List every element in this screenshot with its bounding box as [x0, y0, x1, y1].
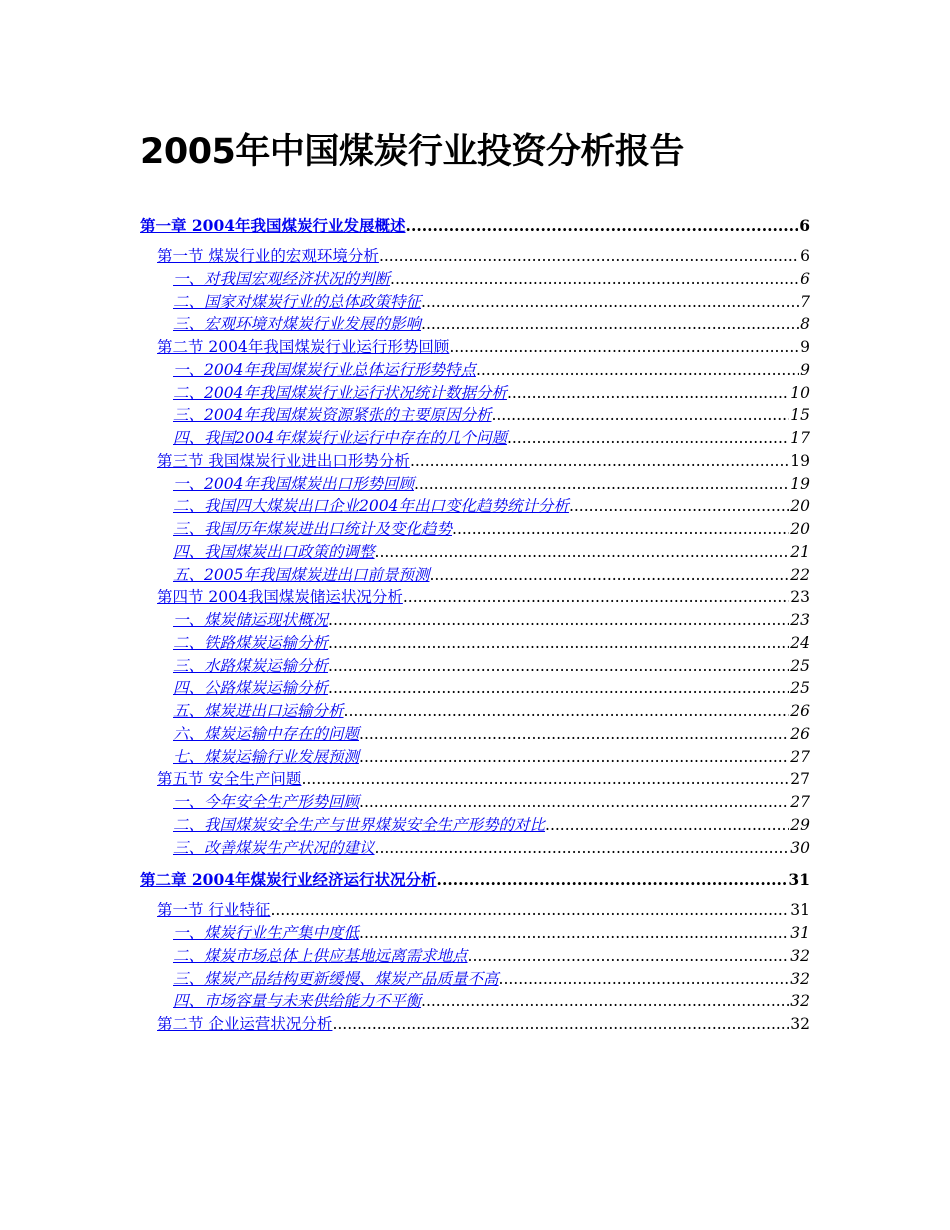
toc-entry-item[interactable] — [140, 541, 810, 564]
toc-entry-item[interactable] — [140, 655, 810, 678]
toc-leader-dots — [375, 837, 790, 860]
toc-page-number: 32 — [790, 969, 810, 988]
toc-entry-item[interactable] — [140, 700, 810, 723]
toc-link[interactable]: 第四节 2004我国煤炭储运状况分析 — [157, 588, 403, 607]
toc-link[interactable]: 第二节 2004年我国煤炭行业运行形势回顾 — [157, 338, 450, 356]
toc-link[interactable]: 一、煤炭行业生产集中度低 — [173, 924, 360, 942]
toc-link[interactable]: 三、宏观环境对煤炭行业发展的影响 — [173, 315, 422, 334]
toc-leader-dots — [421, 291, 799, 314]
toc-link[interactable]: 三、改善煤炭生产状况的建议 — [173, 838, 375, 857]
toc-entry-item[interactable] — [140, 359, 810, 382]
table-of-contents — [140, 214, 810, 1036]
toc-leader-dots — [375, 541, 790, 564]
toc-leader-dots — [437, 868, 788, 892]
toc-leader-dots — [569, 495, 789, 518]
toc-link[interactable]: 第一节 行业特征 — [157, 901, 271, 920]
toc-entry-item[interactable] — [140, 382, 810, 405]
toc-page-number: 17 — [790, 429, 810, 447]
toc-page-number: 24 — [790, 633, 810, 652]
toc-link[interactable]: 第三节 我国煤炭行业进出口形势分析 — [157, 451, 410, 470]
toc-entry-item[interactable] — [140, 837, 810, 860]
toc-entry-section[interactable] — [140, 586, 810, 609]
toc-page-number: 32 — [790, 992, 810, 1011]
toc-page-number: 32 — [790, 1015, 810, 1033]
toc-page-number: 10 — [790, 383, 810, 402]
toc-entry-item[interactable] — [140, 791, 810, 814]
toc-link[interactable]: 一、对我国宏观经济状况的判断 — [173, 269, 391, 288]
toc-link[interactable]: 五、2005年我国煤炭进出口前景预测 — [173, 565, 430, 584]
toc-link[interactable]: 二、国家对煤炭行业的总体政策特征 — [173, 292, 422, 311]
toc-leader-dots — [390, 268, 799, 291]
toc-entry-item[interactable] — [140, 291, 810, 314]
toc-link[interactable]: 四、我国2004年煤炭行业运行中存在的几个问题 — [173, 429, 507, 447]
toc-page-number: 32 — [790, 946, 810, 965]
toc-link[interactable]: 七、煤炭运输行业发展预测 — [173, 747, 360, 766]
toc-page-number: 27 — [790, 793, 810, 811]
toc-leader-dots — [301, 768, 789, 791]
toc-link[interactable]: 四、我国煤炭出口政策的调整 — [173, 542, 375, 561]
toc-leader-dots — [403, 586, 789, 609]
toc-leader-dots — [476, 359, 799, 382]
toc-leader-dots — [328, 655, 789, 678]
toc-page-number: 6 — [800, 269, 810, 288]
toc-link[interactable]: 四、市场容量与未来供给能力不平衡 — [173, 992, 422, 1011]
toc-entry-chapter[interactable] — [140, 214, 810, 238]
toc-entry-item[interactable] — [140, 404, 810, 427]
toc-page-number: 27 — [790, 770, 810, 789]
toc-entry-section[interactable] — [140, 1013, 810, 1036]
toc-entry-section[interactable] — [140, 336, 810, 359]
toc-link[interactable]: 三、水路煤炭运输分析 — [173, 656, 329, 675]
toc-page-number: 20 — [790, 520, 810, 538]
toc-link[interactable]: 一、今年安全生产形势回顾 — [173, 793, 360, 811]
toc-leader-dots — [359, 746, 789, 769]
toc-leader-dots — [449, 336, 799, 359]
toc-link[interactable]: 五、煤炭进出口运输分析 — [173, 702, 344, 720]
toc-leader-dots — [507, 382, 789, 405]
toc-link[interactable]: 第二节 企业运营状况分析 — [157, 1015, 333, 1033]
toc-page-number: 31 — [790, 924, 810, 942]
toc-entry-section[interactable] — [140, 245, 810, 268]
toc-entry-item[interactable] — [140, 922, 810, 945]
toc-page-number: 25 — [790, 656, 810, 675]
toc-entry-item[interactable] — [140, 518, 810, 541]
toc-leader-dots — [491, 404, 789, 427]
toc-leader-dots — [406, 214, 799, 238]
toc-page-number: 19 — [790, 451, 810, 470]
toc-link[interactable]: 二、我国四大煤炭出口企业2004年出口变化趋势统计分析 — [173, 497, 569, 516]
toc-leader-dots — [359, 723, 789, 746]
toc-link[interactable]: 四、公路煤炭运输分析 — [173, 679, 329, 698]
toc-leader-dots — [421, 990, 789, 1013]
toc-page-number: 8 — [800, 315, 810, 334]
toc-entry-item[interactable] — [140, 495, 810, 518]
toc-page-number: 9 — [800, 360, 810, 379]
toc-entry-item[interactable] — [140, 427, 810, 450]
toc-link[interactable]: 第五节 安全生产问题 — [157, 770, 302, 789]
toc-page-number: 25 — [790, 679, 810, 698]
toc-entry-section[interactable] — [140, 899, 810, 922]
toc-leader-dots — [344, 700, 790, 723]
toc-leader-dots — [468, 945, 790, 968]
toc-entry-item[interactable] — [140, 990, 810, 1013]
toc-page-number: 9 — [800, 338, 810, 356]
toc-link[interactable]: 三、2004年我国煤炭资源紧张的主要原因分析 — [173, 406, 492, 425]
toc-leader-dots — [379, 245, 799, 268]
toc-entry-item[interactable] — [140, 564, 810, 587]
toc-leader-dots — [328, 677, 789, 700]
toc-link[interactable]: 三、煤炭产品结构更新缓慢、煤炭产品质量不高 — [173, 969, 499, 988]
toc-entry-item[interactable] — [140, 723, 810, 746]
toc-leader-dots — [421, 313, 799, 336]
toc-entry-item[interactable] — [140, 473, 810, 496]
toc-page-number: 23 — [790, 588, 810, 607]
toc-link[interactable]: 二、煤炭市场总体上供应基地远离需求地点 — [173, 946, 468, 965]
toc-entry-item[interactable] — [140, 814, 810, 837]
toc-page-number: 7 — [800, 292, 810, 311]
toc-page-number: 26 — [790, 702, 810, 720]
toc-leader-dots — [359, 791, 789, 814]
toc-entry-item[interactable] — [140, 632, 810, 655]
toc-link[interactable]: 一、2004年我国煤炭行业总体运行形势特点 — [173, 360, 476, 379]
toc-page-number: 6 — [799, 216, 810, 235]
toc-entry-item[interactable] — [140, 677, 810, 700]
toc-page-number: 31 — [788, 870, 810, 890]
toc-entry-item[interactable] — [140, 609, 810, 632]
toc-leader-dots — [270, 899, 789, 922]
toc-entry-item[interactable] — [140, 968, 810, 991]
toc-link[interactable]: 一、2004年我国煤炭出口形势回顾 — [173, 474, 414, 493]
toc-entry-item[interactable] — [140, 268, 810, 291]
toc-leader-dots — [499, 968, 790, 991]
toc-leader-dots — [414, 473, 789, 496]
toc-link[interactable]: 第一章 2004年我国煤炭行业发展概述 — [140, 216, 406, 235]
toc-entry-section[interactable] — [140, 450, 810, 473]
toc-page-number: 31 — [790, 901, 810, 920]
toc-leader-dots — [328, 609, 789, 632]
toc-entry-item[interactable] — [140, 746, 810, 769]
toc-link[interactable]: 二、铁路煤炭运输分析 — [173, 633, 329, 652]
toc-page-number: 23 — [790, 611, 810, 629]
toc-link[interactable]: 二、我国煤炭安全生产与世界煤炭安全生产形势的对比 — [173, 815, 546, 834]
toc-page-number: 15 — [790, 406, 810, 425]
toc-page-number: 6 — [800, 247, 810, 265]
toc-entry-item[interactable] — [140, 945, 810, 968]
toc-entry-section[interactable] — [140, 768, 810, 791]
toc-link[interactable]: 第二章 2004年煤炭行业经济运行状况分析 — [140, 870, 437, 890]
toc-page-number: 27 — [790, 747, 810, 766]
toc-leader-dots — [452, 518, 789, 541]
toc-leader-dots — [359, 922, 789, 945]
toc-link[interactable]: 六、煤炭运输中存在的问题 — [173, 724, 360, 743]
toc-link[interactable]: 第一节 煤炭行业的宏观环境分析 — [157, 247, 379, 265]
toc-leader-dots — [507, 427, 789, 450]
toc-page-number: 20 — [790, 497, 810, 516]
toc-page-number: 21 — [790, 542, 810, 561]
toc-link[interactable]: 二、2004年我国煤炭行业运行状况统计数据分析 — [173, 383, 507, 402]
toc-leader-dots — [410, 450, 789, 473]
toc-entry-chapter[interactable] — [140, 868, 810, 892]
toc-link[interactable]: 一、煤炭储运现状概况 — [173, 611, 329, 629]
toc-leader-dots — [332, 1013, 789, 1036]
toc-leader-dots — [328, 632, 789, 655]
toc-leader-dots — [429, 564, 789, 587]
document-title: 2005年中国煤炭行业投资分析报告 — [140, 132, 684, 172]
toc-link[interactable]: 三、我国历年煤炭进出口统计及变化趋势 — [173, 520, 453, 538]
toc-entry-item[interactable] — [140, 313, 810, 336]
toc-page-number: 19 — [790, 474, 810, 493]
toc-leader-dots — [545, 814, 789, 837]
toc-page-number: 30 — [790, 838, 810, 857]
toc-page-number: 29 — [790, 815, 810, 834]
toc-page-number: 26 — [790, 724, 810, 743]
toc-page-number: 22 — [790, 565, 810, 584]
